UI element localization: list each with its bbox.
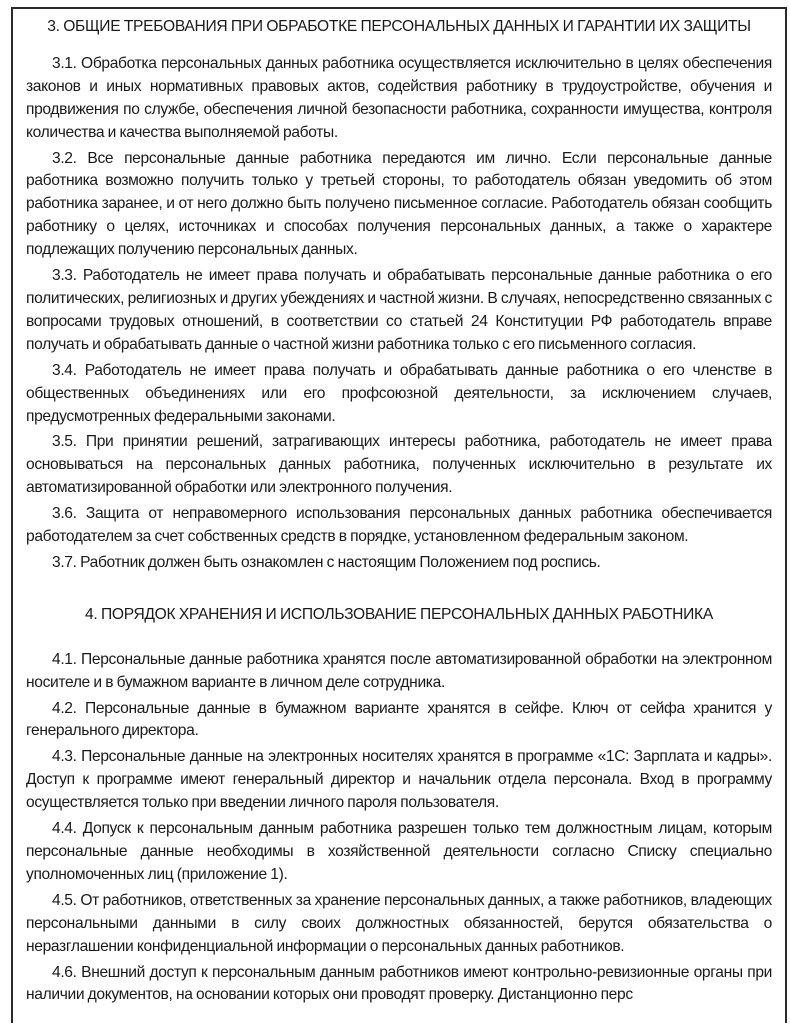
document-body [26,16,772,1010]
paragraph-3-5: 3.5. При принятии решений, затрагивающих интересы работника, работодатель не имеет права основываться на персональных данных работника, полученных исключительно в результате их автоматизированной обработки или электронного получения. [26,433,772,497]
paragraph-4-1: 4.1. Персональные данные работника хранятся после автоматизированной обработки на электронном носителе и в бумажном варианте в личном деле сотрудника. [26,650,772,691]
paragraph-4-2: 4.2. Персональные данные в бумажном варианте хранятся в сейфе. Ключ от сейфа хранится у генерального директора. [26,699,772,740]
paragraph-3-4: 3.4. Работодатель не имеет права получать и обрабатывать данные работника о его членстве в общественных объединениях или его профсоюзной деятельности, за исключением случаев, предусмотренных федеральными законами. [26,361,772,425]
paragraph-3-1: 3.1. Обработка персональных данных работника осуществляется исключительно в целях обеспечения законов и иных нормативных правовых актов, содействия работнику в трудоустройстве, обучения и продвижения по службе, обеспечения личной безопасности работника, сохранности имущества, контроля количества и качества выполняемой работы. [26,54,772,141]
paragraph-3-6: 3.6. Защита от неправомерного использования персональных данных работника обеспечивается работодателем за счет собственных средств в порядке, установленном федеральным законом. [26,505,772,546]
section-4-title: 4. ПОРЯДОК ХРАНЕНИЯ И ИСПОЛЬЗОВАНИЕ ПЕРСОНАЛЬНЫХ ДАННЫХ РАБОТНИКА [85,605,713,623]
section-3-title: 3. ОБЩИЕ ТРЕБОВАНИЯ ПРИ ОБРАБОТКЕ ПЕРСОНАЛЬНЫХ ДАННЫХ И ГАРАНТИИ ИХ ЗАЩИТЫ [47,18,751,35]
paragraph-4-6: 4.6. Внешний доступ к персональным данным работников имеют контрольно-ревизионные органы при наличии документов, на основании которых они проводят проверку. Дистанционно перс [26,963,772,1004]
paragraph-3-3: 3.3. Работодатель не имеет права получать и обрабатывать персональные данные работника о его политических, религиозных и других убеждениях и частной жизни. В случаях, непосредственно связанных с вопросами трудовых отношений, в соответствии со статьей 24 Конституции РФ работодатель вправе получать и обрабатывать данные о частной жизни работника только с его письменного согласия. [26,267,772,353]
paragraph-4-5: 4.5. От работников, ответственных за хранение персональных данных, а также работников, владеющих персональными данными в силу своих должностных обязанностей, берутся обязательства о неразглашении конфиденциальной информации о персональных данных работников. [26,891,772,955]
paragraph-3-7: 3.7. Работник должен быть ознакомлен с настоящим Положением под роспись. [52,553,601,571]
paragraph-3-2: 3.2. Все персональные данные работника передаются им лично. Если персональные данные работника возможно получить только у третьей стороны, то работодатель обязан уведомить об этом работника заранее, и от него должно быть получено письменное согласие. Работодатель обязан сообщить работнику о целях, источниках и способах получения персональных данных, а также о характере подлежащих получению персональных данных. [26,149,772,259]
paragraph-4-4: 4.4. Допуск к персональным данным работника разрешен только тем должностным лицам, которым персональные данные необходимы в хозяйственной деятельности согласно Списку специально уполномоченных лиц (приложение 1). [26,820,772,883]
paragraph-4-3: 4.3. Персональные данные на электронных носителях хранятся в программе «1С: Зарплата и кадры». Доступ к программе имеют генеральный директор и начальник отдела персонала. Вход в программу осуществляется только при введении личного пароля пользователя. [26,748,772,812]
